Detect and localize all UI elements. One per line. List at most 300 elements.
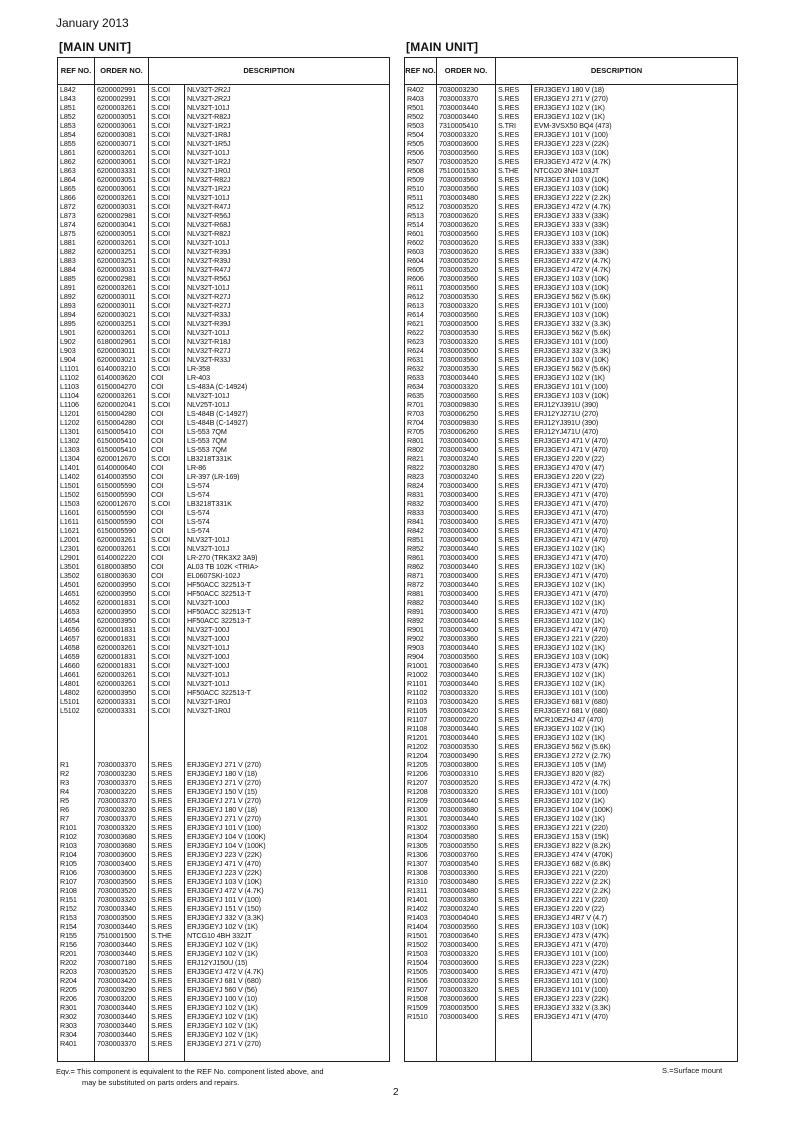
cell-order-no: 7030003440	[97, 940, 136, 949]
cell-description: ERJ3GEYJ 473 V (47K)	[534, 931, 609, 940]
cell-type: S.COI	[151, 94, 171, 103]
cell-description: LS-484B (C-14927)	[187, 418, 248, 427]
cell-type: S.RES	[498, 904, 520, 913]
cell-type: S.RES	[498, 589, 520, 598]
cell-ref-no: R862	[407, 562, 424, 571]
cell-ref-no: R824	[407, 481, 424, 490]
cell-order-no: 7030003440	[439, 544, 478, 553]
cell-description: ERJ3GEYJ 332 V (3.3K)	[534, 1003, 611, 1012]
cell-ref-no: L4802	[60, 688, 80, 697]
cell-order-no: 6200003071	[97, 139, 136, 148]
cell-order-no: 7030003530	[439, 292, 478, 301]
cell-type: COI	[151, 445, 164, 454]
cell-description: ERJ3GEYJ 103 V (10K)	[534, 310, 609, 319]
cell-ref-no: R1502	[407, 940, 428, 949]
cell-order-no: 7030003400	[439, 625, 478, 634]
cell-description: NLV32T-R33J	[187, 310, 231, 319]
cell-type: COI	[151, 571, 164, 580]
cell-ref-no: R1209	[407, 796, 428, 805]
cell-order-no: 7030003560	[439, 310, 478, 319]
cell-type: S.COI	[151, 166, 171, 175]
cell-type: S.RES	[498, 463, 520, 472]
cell-type: S.COI	[151, 328, 171, 337]
cell-type: S.COI	[151, 319, 171, 328]
cell-type: S.RES	[151, 877, 173, 886]
cell-description: NLV32T-101J	[187, 238, 230, 247]
cell-ref-no: R1404	[407, 922, 428, 931]
cell-ref-no: R1504	[407, 958, 428, 967]
cell-description: ERJ3GEYJ 471 V (470)	[534, 499, 608, 508]
cell-description: ERJ3GEYJ 102 V (1K)	[534, 679, 605, 688]
cell-description: ERJ3GEYJ 102 V (1K)	[534, 112, 605, 121]
cell-ref-no: L881	[60, 238, 76, 247]
cell-order-no: 6200003251	[97, 319, 136, 328]
cell-ref-no: R892	[407, 616, 424, 625]
cell-ref-no: L874	[60, 220, 76, 229]
cell-order-no: 7030003400	[439, 481, 478, 490]
cell-order-no: 7030003440	[97, 1021, 136, 1030]
cell-type: S.TRI	[498, 121, 516, 130]
cell-ref-no: R822	[407, 463, 424, 472]
cell-ref-no: R1305	[407, 841, 428, 850]
cell-description: ERJ3GEYJ 332 V (3.3K)	[534, 346, 611, 355]
cell-description: ERJ3GEYJ 103 V (10K)	[534, 148, 609, 157]
cell-description: ERJ3GEYJ 104 V (100K)	[534, 805, 613, 814]
cell-type: S.COI	[151, 220, 171, 229]
cell-ref-no: L862	[60, 157, 76, 166]
cell-type: S.RES	[151, 814, 173, 823]
cell-ref-no: R901	[407, 625, 424, 634]
cell-description: ERJ3GEYJ 682 V (6.8K)	[534, 859, 611, 868]
cell-description: ERJ3GEYJ 223 V (22K)	[534, 139, 609, 148]
cell-type: S.RES	[498, 346, 520, 355]
cell-type: COI	[151, 418, 164, 427]
cell-description: ERJ3GEYJ 271 V (270)	[534, 94, 608, 103]
cell-ref-no: R1	[60, 760, 69, 769]
cell-ref-no: R1503	[407, 949, 428, 958]
cell-order-no: 7030003560	[439, 229, 478, 238]
cell-type: S.RES	[498, 742, 520, 751]
cell-order-no: 7030000220	[439, 715, 478, 724]
cell-ref-no: L4501	[60, 580, 80, 589]
cell-ref-no: L4657	[60, 634, 80, 643]
cell-ref-no: R1402	[407, 904, 428, 913]
cell-description: ERJ3GEYJ 150 V (15)	[187, 787, 258, 796]
cell-ref-no: R101	[60, 823, 77, 832]
cell-description: LS-484B (C-14927)	[187, 409, 248, 418]
cell-description: ERJ3GEYJ 102 V (1K)	[534, 733, 605, 742]
cell-order-no: 7030003520	[439, 256, 478, 265]
cell-type: S.RES	[498, 139, 520, 148]
cell-order-no: 6200003331	[97, 166, 136, 175]
cell-order-no: 7030003370	[97, 796, 136, 805]
cell-type: S.RES	[498, 238, 520, 247]
cell-description: LR-403	[187, 373, 210, 382]
cell-type: S.RES	[498, 310, 520, 319]
cell-type: S.RES	[498, 409, 520, 418]
cell-description: NLV32T-R47J	[187, 202, 231, 211]
cell-type: S.RES	[498, 544, 520, 553]
cell-type: S.RES	[151, 940, 173, 949]
cell-order-no: 7510001500	[97, 931, 136, 940]
cell-ref-no: R105	[60, 859, 77, 868]
cell-description: ERJ3GEYJ 222 V (2.2K)	[534, 886, 611, 895]
cell-description: ERJ3GEYJ 102 V (1K)	[534, 562, 605, 571]
cell-description: ERJ3GEYJ 681 V (680)	[534, 706, 608, 715]
cell-description: HF50ACC 322513-T	[187, 580, 251, 589]
cell-order-no: 7030003520	[97, 886, 136, 895]
header-description: DESCRIPTION	[495, 58, 737, 84]
cell-order-no: 7030003320	[439, 688, 478, 697]
cell-ref-no: R1205	[407, 760, 428, 769]
cell-description: NLV32T-101J	[187, 679, 230, 688]
cell-ref-no: L865	[60, 184, 76, 193]
cell-ref-no: R152	[60, 904, 77, 913]
cell-type: S.COI	[151, 310, 171, 319]
cell-ref-no: R1403	[407, 913, 428, 922]
cell-order-no: 7030003480	[439, 877, 478, 886]
cell-description: NLV32T-100J	[187, 661, 230, 670]
cell-order-no: 6200003051	[97, 112, 136, 121]
cell-ref-no: R1505	[407, 967, 428, 976]
cell-ref-no: L843	[60, 94, 76, 103]
cell-order-no: 7030003640	[439, 661, 478, 670]
header-order-no: ORDER NO.	[436, 58, 495, 84]
cell-order-no: 7030003540	[439, 859, 478, 868]
cell-description: ERJ3GEYJ 101 V (100)	[534, 301, 608, 310]
cell-order-no: 7030003400	[439, 490, 478, 499]
cell-description: ERJ3GEYJ 103 V (10K)	[534, 175, 609, 184]
cell-order-no: 7030003340	[97, 904, 136, 913]
cell-order-no: 7030003320	[97, 823, 136, 832]
cell-ref-no: R4	[60, 787, 69, 796]
cell-description: ERJ3GEYJ 471 V (470)	[534, 526, 608, 535]
cell-type: S.RES	[498, 220, 520, 229]
cell-description: ERJ3GEYJ 101 V (100)	[534, 787, 608, 796]
cell-ref-no: R151	[60, 895, 77, 904]
cell-type: COI	[151, 490, 164, 499]
cell-description: LS-574	[187, 517, 210, 526]
cell-ref-no: R3	[60, 778, 69, 787]
footnote-line-2: may be substituted on parts orders and repairs.	[82, 1078, 240, 1087]
cell-description: NLV32T-1R5J	[187, 139, 231, 148]
cell-description: ERJ3GEYJ 220 V (22)	[534, 454, 605, 463]
cell-description: ERJ3GEYJ 473 V (47K)	[534, 661, 609, 670]
cell-description: ERJ3GEYJ 681 V (680)	[187, 976, 261, 985]
cell-type: S.COI	[151, 589, 171, 598]
cell-description: ERJ3GEYJ 271 V (270)	[187, 814, 261, 823]
cell-ref-no: R503	[407, 121, 424, 130]
cell-description: HF50ACC 322513-T	[187, 616, 251, 625]
cell-ref-no: R1307	[407, 859, 428, 868]
cell-order-no: 7030003440	[97, 1003, 136, 1012]
cell-description: ERJ3GEYJ 223 V (22K)	[534, 958, 609, 967]
page-date: January 2013	[56, 16, 129, 30]
cell-order-no: 7030003560	[439, 184, 478, 193]
cell-description: NTCG20 3NH 103JT	[534, 166, 600, 175]
cell-type: S.RES	[498, 454, 520, 463]
cell-order-no: 7030003440	[439, 580, 478, 589]
cell-order-no: 7030003310	[439, 769, 478, 778]
cell-type: S.COI	[151, 697, 171, 706]
header-order-no: ORDER NO.	[94, 58, 148, 84]
desc-column	[531, 85, 737, 1061]
cell-ref-no: L5102	[60, 706, 80, 715]
cell-description: ERJ12YJ150U (15)	[187, 958, 248, 967]
cell-ref-no: L854	[60, 130, 76, 139]
cell-description: HF50ACC 322513-T	[187, 688, 251, 697]
cell-type: S.RES	[498, 274, 520, 283]
cell-description: ERJ3GEYJ 102 V (1K)	[187, 1012, 258, 1021]
cell-ref-no: L4659	[60, 652, 80, 661]
cell-type: S.RES	[498, 445, 520, 454]
cell-ref-no: R852	[407, 544, 424, 553]
cell-order-no: 7030003560	[439, 355, 478, 364]
cell-type: S.RES	[151, 904, 173, 913]
cell-order-no: 6200003331	[97, 706, 136, 715]
cell-ref-no: R1207	[407, 778, 428, 787]
cell-ref-no: R635	[407, 391, 424, 400]
cell-ref-no: L1302	[60, 436, 80, 445]
cell-type: S.RES	[498, 895, 520, 904]
left-section-title: [MAIN UNIT]	[59, 40, 132, 54]
cell-order-no: 6200003261	[97, 643, 136, 652]
cell-order-no: 7030003500	[97, 913, 136, 922]
cell-ref-no: L1301	[60, 427, 80, 436]
cell-ref-no: R203	[60, 967, 77, 976]
cell-order-no: 7030003320	[439, 337, 478, 346]
cell-description: ERJ3GEYJ 101 V (100)	[534, 949, 608, 958]
cell-type: S.RES	[498, 697, 520, 706]
cell-order-no: 7030003680	[97, 841, 136, 850]
cell-type: S.COI	[151, 598, 171, 607]
cell-description: ERJ3GEYJ 471 V (470)	[534, 553, 608, 562]
cell-type: S.COI	[151, 400, 171, 409]
cell-type: S.RES	[498, 643, 520, 652]
cell-description: NLV32T-1R0J	[187, 166, 231, 175]
cell-order-no: 6200001831	[97, 625, 136, 634]
cell-ref-no: R904	[407, 652, 424, 661]
cell-description: NLV32T-R27J	[187, 346, 231, 355]
cell-type: S.COI	[151, 499, 171, 508]
cell-ref-no: L1503	[60, 499, 80, 508]
cell-ref-no: R104	[60, 850, 77, 859]
cell-type: S.COI	[151, 679, 171, 688]
cell-ref-no: R402	[407, 85, 424, 94]
cell-order-no: 7030003680	[439, 805, 478, 814]
cell-type: S.RES	[498, 751, 520, 760]
cell-description: ERJ3GEYJ 562 V (5.6K)	[534, 328, 611, 337]
cell-description: ERJ3GEYJ 103 V (10K)	[534, 184, 609, 193]
footnote	[56, 1066, 324, 1088]
right-parts-table	[404, 57, 738, 1062]
type-column	[495, 85, 531, 1061]
cell-description: ERJ3GEYJ 471 V (470)	[534, 607, 608, 616]
cell-description: ERJ3GEYJ 223 V (22K)	[534, 994, 609, 1003]
cell-type: S.RES	[498, 490, 520, 499]
cell-ref-no: L1401	[60, 463, 80, 472]
cell-description: ERJ3GEYJ 102 V (1K)	[534, 598, 605, 607]
cell-type: S.RES	[498, 850, 520, 859]
cell-description: ERJ3GEYJ 822 V (8.2K)	[534, 841, 611, 850]
cell-order-no: 7030003440	[439, 598, 478, 607]
cell-description: ERJ3GEYJ 471 V (470)	[187, 859, 261, 868]
cell-type: S.RES	[498, 292, 520, 301]
cell-type: S.COI	[151, 364, 171, 373]
cell-order-no: 7030003440	[439, 616, 478, 625]
cell-order-no: 6200003061	[97, 121, 136, 130]
cell-description: ERJ3GEYJ 471 V (470)	[534, 967, 608, 976]
cell-ref-no: R1306	[407, 850, 428, 859]
cell-order-no: 7030003400	[439, 1012, 478, 1021]
cell-type: S.COI	[151, 301, 171, 310]
cell-type: S.COI	[151, 670, 171, 679]
cell-order-no: 6200002041	[97, 400, 136, 409]
cell-order-no: 7030003620	[439, 220, 478, 229]
cell-ref-no: R506	[407, 148, 424, 157]
cell-order-no: 6200003950	[97, 580, 136, 589]
cell-order-no: 7030003600	[97, 850, 136, 859]
cell-ref-no: R624	[407, 346, 424, 355]
cell-order-no: 6200003261	[97, 544, 136, 553]
cell-description: MCR10EZHJ 47 (470)	[534, 715, 604, 724]
cell-ref-no: R621	[407, 319, 424, 328]
cell-order-no: 7030003320	[439, 985, 478, 994]
cell-ref-no: R1102	[407, 688, 428, 697]
cell-order-no: 6140003210	[97, 364, 136, 373]
cell-ref-no: R633	[407, 373, 424, 382]
cell-type: S.RES	[498, 229, 520, 238]
cell-type: S.RES	[498, 679, 520, 688]
cell-ref-no: R102	[60, 832, 77, 841]
cell-description: NLV32T-1R2J	[187, 157, 231, 166]
cell-order-no: 7030003360	[439, 823, 478, 832]
cell-order-no: 7030003620	[439, 211, 478, 220]
cell-order-no: 7030003490	[439, 751, 478, 760]
cell-order-no: 7030003420	[439, 706, 478, 715]
cell-ref-no: R504	[407, 130, 424, 139]
cell-ref-no: R833	[407, 508, 424, 517]
cell-ref-no: R611	[407, 283, 424, 292]
cell-order-no: 7030003370	[97, 760, 136, 769]
cell-description: NLV32T-R39J	[187, 247, 231, 256]
cell-order-no: 7030003440	[439, 670, 478, 679]
cell-description: NLV32T-R47J	[187, 265, 231, 274]
cell-ref-no: L863	[60, 166, 76, 175]
cell-description: ERJ3GEYJ 103 V (10K)	[534, 355, 609, 364]
cell-ref-no: R1107	[407, 715, 428, 724]
cell-description: ERJ3GEYJ 471 V (470)	[534, 589, 608, 598]
cell-order-no: 7030003640	[439, 931, 478, 940]
cell-description: ERJ3GEYJ 223 V (22K)	[187, 850, 262, 859]
cell-ref-no: R801	[407, 436, 424, 445]
cell-ref-no: R601	[407, 229, 424, 238]
cell-ref-no: R703	[407, 409, 424, 418]
cell-type: S.RES	[498, 499, 520, 508]
cell-description: ERJ3GEYJ 681 V (680)	[534, 697, 608, 706]
cell-order-no: 7030003370	[439, 94, 478, 103]
cell-ref-no: L872	[60, 202, 76, 211]
cell-order-no: 7030003600	[439, 994, 478, 1003]
group-spacer	[58, 715, 94, 760]
cell-order-no: 6150005590	[97, 526, 136, 535]
cell-type: S.COI	[151, 346, 171, 355]
cell-type: S.RES	[151, 1030, 173, 1039]
order-column	[436, 85, 495, 1061]
cell-description: ERJ3GEYJ 472 V (4.7K)	[534, 202, 611, 211]
cell-ref-no: L852	[60, 112, 76, 121]
cell-ref-no: L3502	[60, 571, 80, 580]
cell-description: NLV32T-100J	[187, 598, 230, 607]
cell-description: ERJ3GEYJ 102 V (1K)	[534, 643, 605, 652]
cell-description: NLV32T-R56J	[187, 211, 231, 220]
cell-ref-no: R401	[60, 1039, 77, 1048]
cell-ref-no: L1103	[60, 382, 79, 391]
cell-description: LS-574	[187, 508, 210, 517]
cell-order-no: 7030003520	[439, 157, 478, 166]
cell-description: ERJ3GEYJ 102 V (1K)	[534, 616, 605, 625]
cell-order-no: 7030003440	[439, 562, 478, 571]
cell-ref-no: L4652	[60, 598, 80, 607]
cell-description: ERJ3GEYJ 101 V (100)	[187, 823, 261, 832]
cell-order-no: 7030006250	[439, 409, 478, 418]
cell-description: ERJ3GEYJ 102 V (1K)	[534, 373, 605, 382]
cell-order-no: 6150005410	[97, 427, 136, 436]
cell-order-no: 6200003051	[97, 175, 136, 184]
cell-ref-no: R502	[407, 112, 424, 121]
cell-type: S.RES	[498, 157, 520, 166]
cell-type: S.RES	[498, 805, 520, 814]
cell-order-no: 6200003021	[97, 310, 136, 319]
cell-type: S.COI	[151, 391, 171, 400]
cell-ref-no: R842	[407, 526, 424, 535]
cell-description: ERJ3GEYJ 271 V (270)	[187, 760, 261, 769]
cell-order-no: 7030003530	[439, 328, 478, 337]
cell-type: S.RES	[498, 148, 520, 157]
cell-order-no: 6200001831	[97, 652, 136, 661]
cell-type: S.COI	[151, 103, 171, 112]
cell-type: S.RES	[498, 319, 520, 328]
cell-type: S.RES	[498, 193, 520, 202]
cell-ref-no: R1302	[407, 823, 428, 832]
cell-description: ERJ3GEYJ 471 V (470)	[534, 436, 608, 445]
cell-description: ERJ3GEYJ 332 V (3.3K)	[534, 319, 611, 328]
cell-order-no: 6140003620	[97, 373, 136, 382]
cell-description: NLV32T-1R0J	[187, 697, 231, 706]
cell-order-no: 6200003011	[97, 346, 136, 355]
order-column	[94, 85, 148, 1061]
cell-description: NLV32T-101J	[187, 283, 230, 292]
cell-ref-no: L1611	[60, 517, 79, 526]
cell-description: ERJ3GEYJ 560 V (56)	[187, 985, 258, 994]
cell-type: S.RES	[498, 634, 520, 643]
cell-type: S.RES	[151, 778, 173, 787]
cell-order-no: 7030003400	[439, 436, 478, 445]
cell-order-no: 7030003400	[439, 607, 478, 616]
cell-type: S.COI	[151, 337, 171, 346]
cell-ref-no: R1101	[407, 679, 428, 688]
ref-column	[405, 85, 436, 1061]
cell-order-no: 7030003420	[97, 976, 136, 985]
cell-ref-no: L1101	[60, 364, 79, 373]
cell-ref-no: R606	[407, 274, 424, 283]
cell-ref-no: R1103	[407, 697, 428, 706]
cell-order-no: 7030003400	[439, 589, 478, 598]
cell-type: S.COI	[151, 652, 171, 661]
cell-order-no: 6200001831	[97, 661, 136, 670]
cell-order-no: 6140002220	[97, 553, 136, 562]
cell-ref-no: R634	[407, 382, 424, 391]
